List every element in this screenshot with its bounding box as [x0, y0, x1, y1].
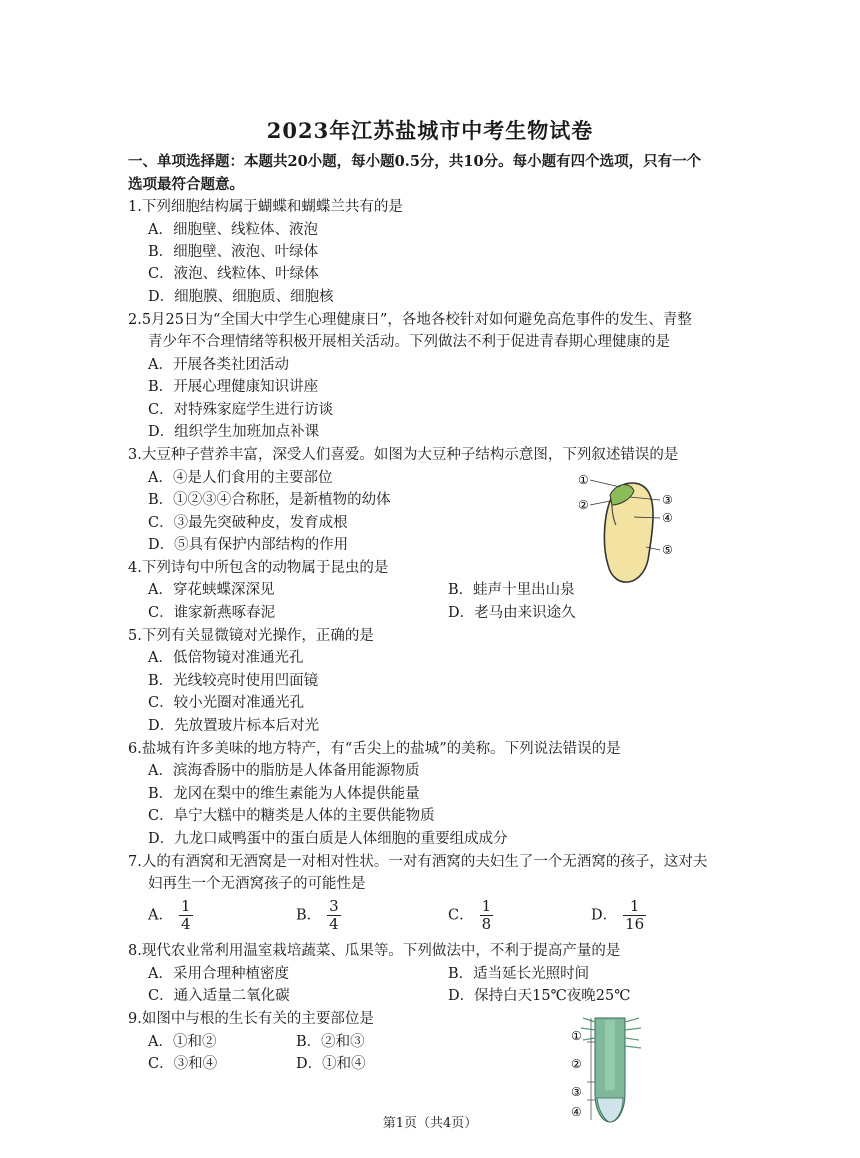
question-7-option-c[interactable]: [448, 898, 493, 933]
question-6-option-b[interactable]: B．龙冈在梨中的维生素能为人体提供能量: [148, 786, 420, 802]
seed-label-1: ①: [578, 473, 589, 487]
question-2-option-b[interactable]: B．开展心理健康知识讲座: [148, 379, 319, 395]
question-5-option-b[interactable]: B．光线较亮时使用凹面镜: [148, 673, 319, 689]
denominator: 16: [625, 915, 645, 933]
option-letter: A．: [148, 907, 173, 924]
fraction: [327, 898, 341, 933]
question-6-option-a[interactable]: A．滨海香肠中的脂肪是人体备用能源物质: [148, 763, 420, 779]
question-3-option-b[interactable]: B．①②③④合称胚，是新植物的幼体: [148, 492, 391, 508]
option-letter: B．: [296, 907, 322, 924]
denominator: 4: [180, 915, 191, 933]
page-footer: 第1页（共4页）: [382, 1116, 478, 1131]
question-1-option-d[interactable]: D．细胞膜、细胞质、细胞核: [148, 289, 334, 305]
denominator: 4: [329, 915, 339, 933]
soybean-seed-figure: [572, 465, 692, 590]
question-1-stem: 1.下列细胞结构属于蝴蝶和蝴蝶兰共有的是: [128, 199, 403, 215]
numerator: 3: [329, 897, 339, 915]
question-9-option-a[interactable]: A．①和②: [148, 1034, 217, 1050]
seed-label-3: ③: [662, 493, 673, 507]
question-6-option-d[interactable]: D．九龙口咸鸭蛋中的蛋白质是人体细胞的重要组成成分: [148, 831, 508, 847]
question-8-option-d[interactable]: D．保持白天15℃夜晚25℃: [448, 988, 631, 1004]
question-8-option-c[interactable]: C．通入适量二氧化碳: [148, 988, 290, 1004]
question-2-option-d[interactable]: D．组织学生加班加点补课: [148, 424, 320, 440]
section-heading-line-2: 选项最符合题意。: [128, 176, 244, 193]
root-label-1: ①: [571, 1029, 582, 1043]
question-8-option-a[interactable]: A．采用合理种植密度: [148, 966, 289, 982]
question-5-option-d[interactable]: D．先放置玻片标本后对光: [148, 718, 320, 734]
question-3-stem: 3.大豆种子营养丰富，深受人们喜爱。如图为大豆种子结构示意图，下列叙述错误的是: [128, 447, 679, 463]
root-label-4: ④: [571, 1105, 582, 1119]
question-4-option-b[interactable]: B．蛙声十里出山泉: [448, 582, 575, 598]
question-8-stem: 8.现代农业常利用温室栽培蔬菜、瓜果等。下列做法中，不利于提高产量的是: [128, 943, 621, 959]
question-1-option-b[interactable]: B．细胞壁、液泡、叶绿体: [148, 244, 319, 260]
section-heading-line-1: 一、单项选择题：本题共20小题，每小题0.5分，共10分。每小题有四个选项，只有一个: [128, 153, 702, 170]
numerator: 1: [623, 898, 646, 916]
question-4-option-c[interactable]: C．谁家新燕啄春泥: [148, 605, 276, 621]
question-1-option-c[interactable]: C．液泡、线粒体、叶绿体: [148, 266, 319, 282]
question-5-option-c[interactable]: C．较小光圈对准通光孔: [148, 695, 305, 711]
question-9-option-c[interactable]: C．③和④: [148, 1056, 218, 1072]
question-2-stem-line-1: 2.5月25日为“全国大中学生心理健康日”，各地各校针对如何避免高危事件的发生、青整: [128, 312, 692, 328]
question-2-option-c[interactable]: C．对特殊家庭学生进行访谈: [148, 402, 334, 418]
denominator: 8: [481, 915, 492, 933]
question-3-option-c[interactable]: C．③最先突破种皮，发育成根: [148, 515, 348, 531]
question-3-option-a[interactable]: A．④是人们食用的主要部位: [148, 470, 333, 486]
seed-label-5: ⑤: [662, 543, 673, 557]
root-label-2: ②: [571, 1057, 582, 1071]
question-3-option-d[interactable]: D．⑤具有保护内部结构的作用: [148, 537, 349, 553]
root-label-3: ③: [571, 1085, 582, 1099]
question-7-option-a[interactable]: [148, 898, 193, 933]
fraction: [480, 898, 494, 933]
vascular-core: [605, 1020, 615, 1090]
seed-label-4: ④: [662, 511, 673, 525]
section-heading: [128, 150, 738, 196]
question-7-option-d[interactable]: [591, 898, 646, 933]
question-9-option-b[interactable]: B．②和③: [296, 1034, 365, 1050]
question-8-option-b[interactable]: B．适当延长光照时间: [448, 966, 590, 982]
numerator: 1: [481, 897, 492, 915]
question-7-stem-line-1: 7.人的有酒窝和无酒窝是一对相对性状。一对有酒窝的夫妇生了一个无酒窝的孩子，这对夫: [128, 854, 708, 870]
question-2-option-a[interactable]: A．开展各类社团活动: [148, 357, 289, 373]
question-4-option-d[interactable]: D．老马由来识途久: [448, 605, 576, 621]
option-letter: D．: [591, 907, 618, 924]
fraction: [623, 898, 646, 933]
question-6-option-c[interactable]: C．阜宁大糕中的糖类是人体的主要供能物质: [148, 808, 435, 824]
root-tip-figure: [565, 1012, 655, 1124]
question-2-stem-line-2: 青少年不合理情绪等积极开展相关活动。下列做法不利于促进青春期心理健康的是: [148, 334, 670, 350]
question-5-option-a[interactable]: A．低倍物镜对准通光孔: [148, 650, 304, 666]
option-letter: C．: [448, 907, 474, 924]
question-4-option-a[interactable]: A．穿花蛱蝶深深见: [148, 582, 275, 598]
question-6-stem: 6.盐城有许多美味的地方特产，有“舌尖上的盐城”的美称。下列说法错误的是: [128, 741, 621, 757]
fraction: [179, 898, 193, 933]
page-title: 2023年江苏盐城市中考生物试卷: [266, 118, 594, 143]
numerator: 1: [180, 897, 191, 915]
question-5-stem: 5.下列有关显微镜对光操作，正确的是: [128, 628, 374, 644]
question-9-stem: 9.如图中与根的生长有关的主要部位是: [128, 1011, 374, 1027]
question-7-stem-line-2: 妇再生一个无酒窝孩子的可能性是: [148, 876, 366, 892]
question-4-stem: 4.下列诗句中所包含的动物属于昆虫的是: [128, 560, 389, 576]
question-1-option-a[interactable]: A．细胞壁、线粒体、液泡: [148, 222, 318, 238]
seed-label-2: ②: [578, 498, 589, 512]
question-9-option-d[interactable]: D．①和④: [296, 1056, 366, 1072]
question-7-option-b[interactable]: [296, 898, 341, 933]
